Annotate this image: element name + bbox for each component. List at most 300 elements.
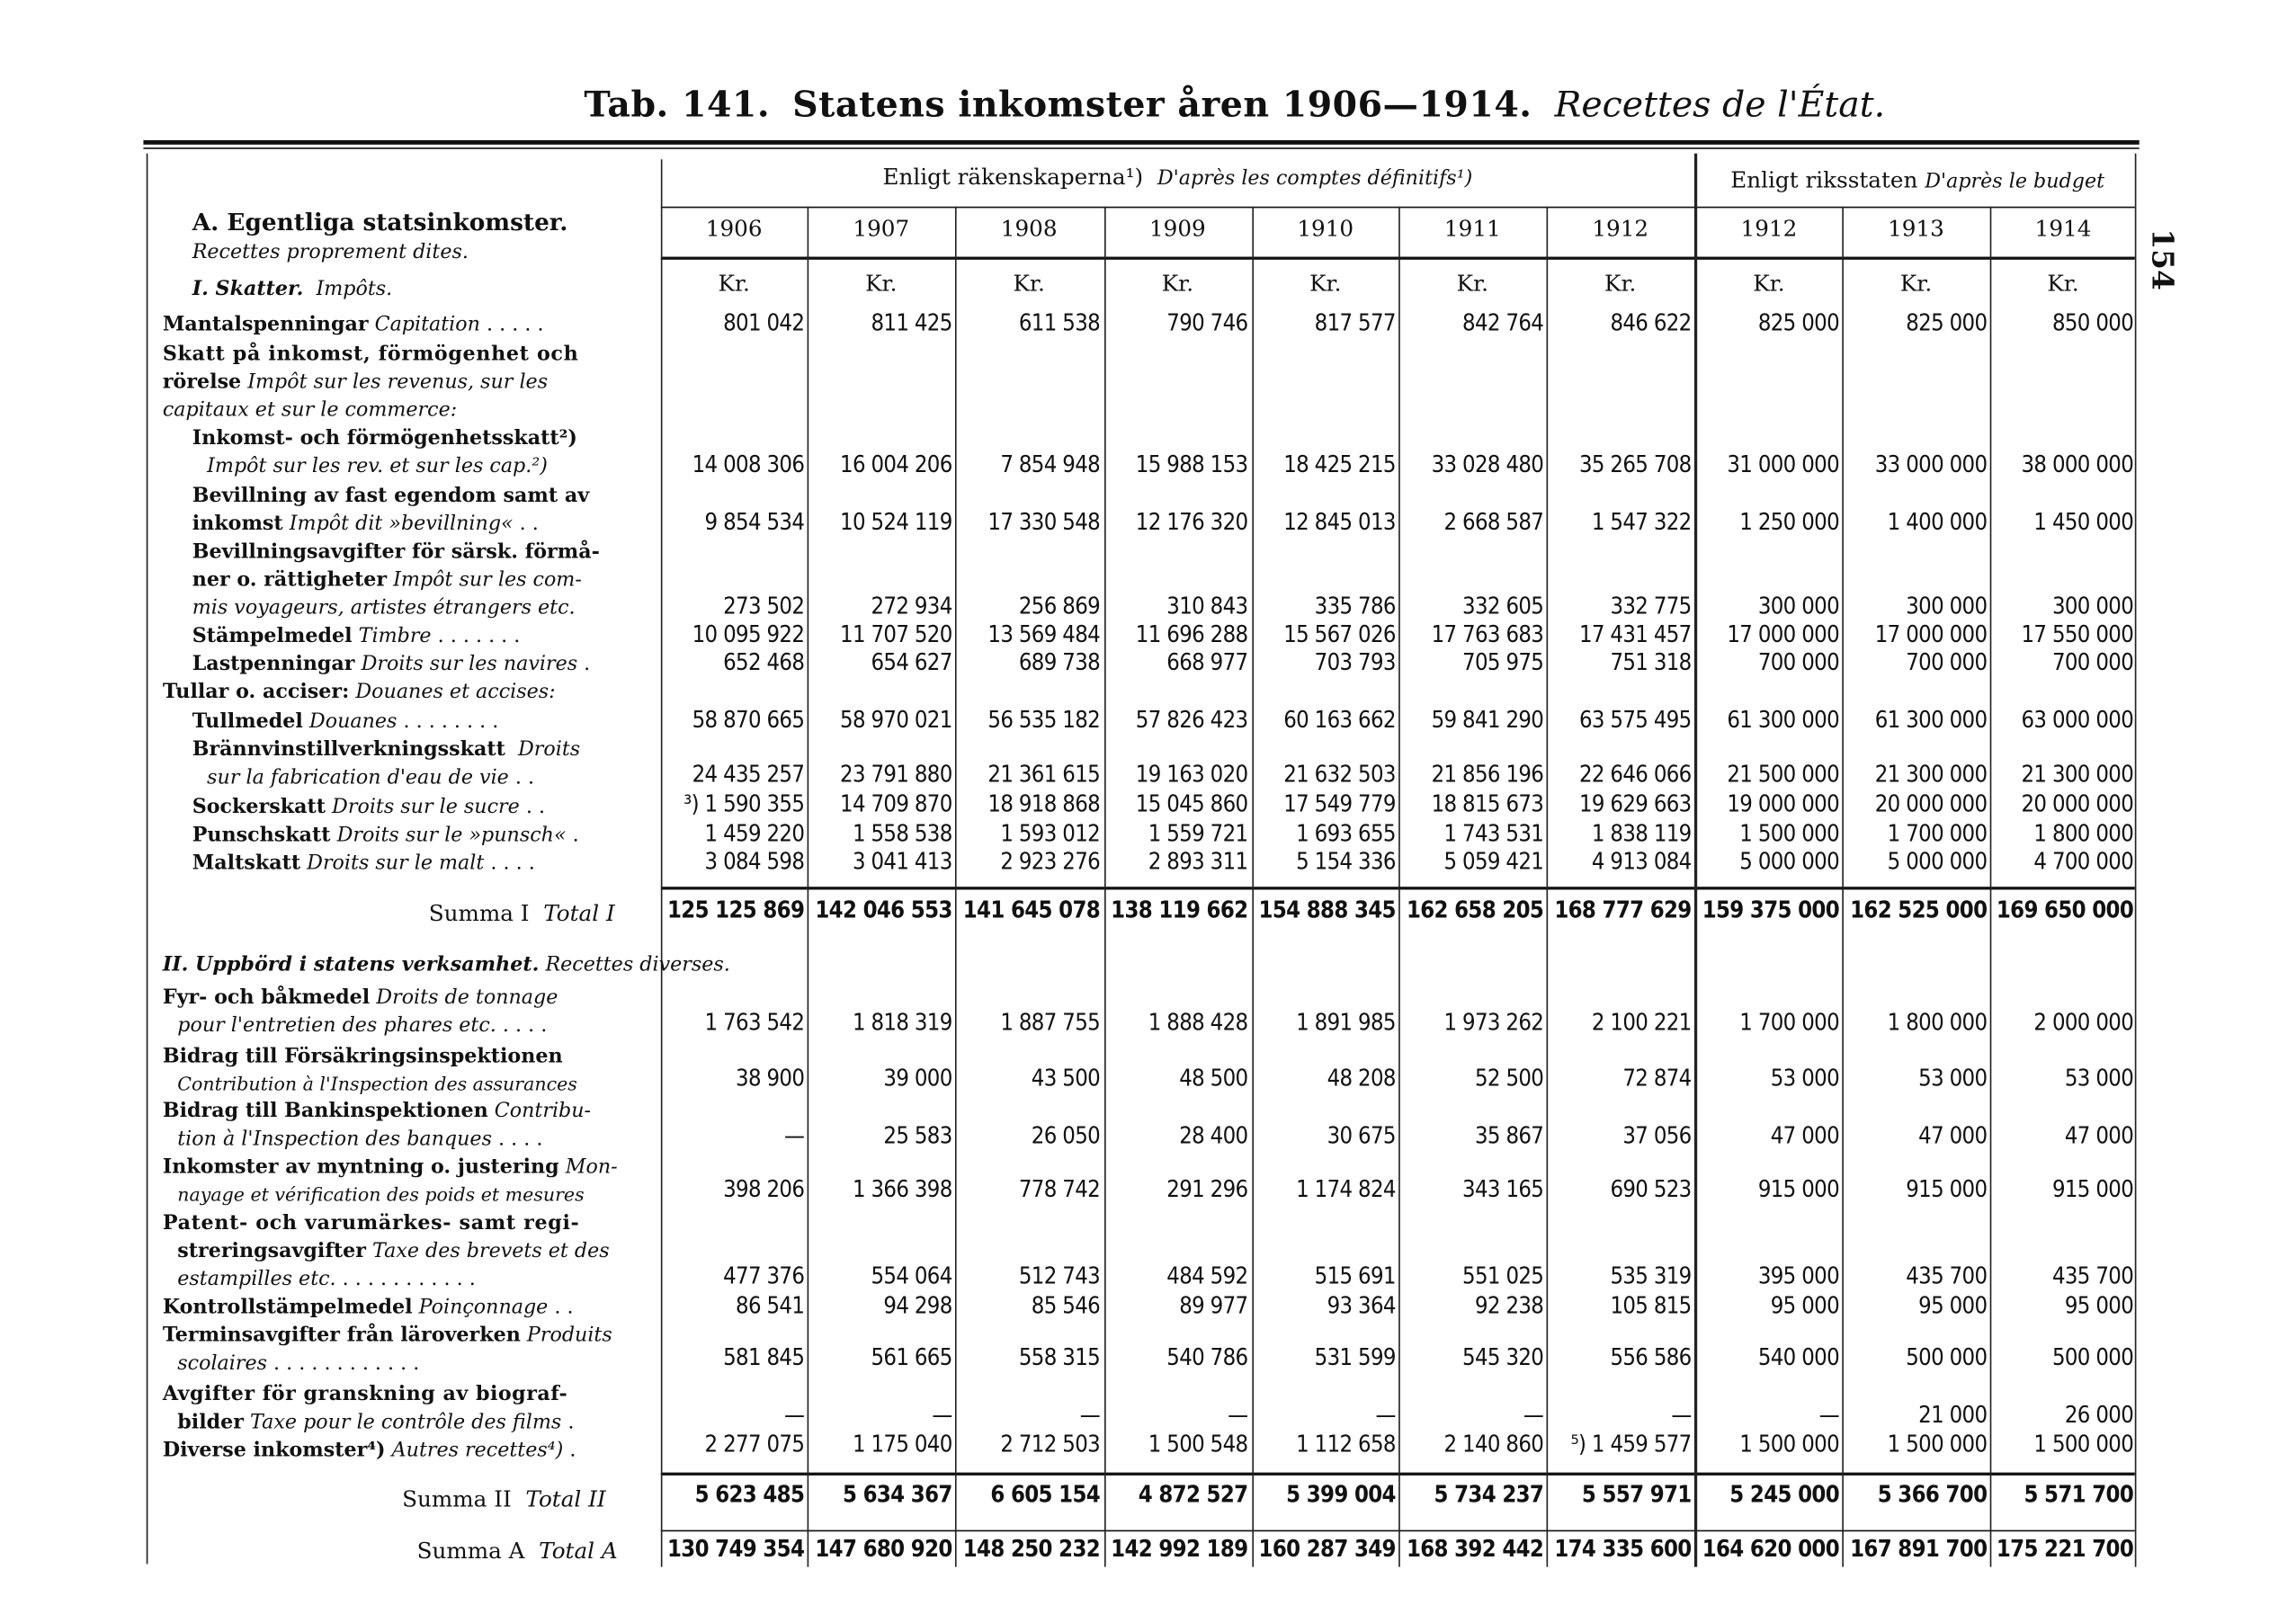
table-cell: — [1375,1401,1396,1429]
table-cell: 17 000 000 [1727,620,1840,648]
table-cell: 48 208 [1327,1065,1396,1092]
year-header: 1908 [1000,215,1058,243]
total-cell: 138 119 662 [1111,896,1248,924]
table-cell: 1 593 012 [1000,820,1101,847]
table-cell: 700 000 [1757,648,1840,676]
section-ii-title: II. Uppbörd i statens verksamhet. Recettes diverses. [162,953,730,977]
year-header: 1906 [705,215,763,243]
col-divider [1842,207,1844,1567]
page-number: 154 [2145,228,2181,290]
table-cell: 500 000 [2051,1343,2134,1371]
summa-a-label: Summa A Total A [416,1537,618,1565]
table-cell: 581 845 [723,1343,805,1371]
table-cell: 58 870 665 [692,706,805,734]
table-cell: 515 691 [1314,1262,1396,1290]
table-cell: 790 746 [1166,309,1248,337]
total-cell: 142 992 189 [1111,1536,1248,1563]
table-cell: 33 000 000 [1874,451,1988,478]
row-label-estampilles: estampilles etc. . . . . . . . . . . . [177,1267,476,1291]
table-cell: 21 856 196 [1431,761,1544,789]
table-cell: 17 550 000 [2021,620,2134,648]
table-cell: 15 988 153 [1135,451,1248,478]
table-cell: 1 500 548 [1148,1431,1248,1458]
total-cell: 130 749 354 [666,1536,805,1563]
year-header: 1913 [1888,215,1944,243]
table-cell: 668 977 [1166,648,1248,676]
table-cell: 4 913 084 [1591,848,1692,876]
table-cell: 398 206 [723,1175,805,1203]
row-label-scolaires: scolaires . . . . . . . . . . . . [177,1351,420,1376]
row-label-skatt-inkomst: Skatt på inkomst, förmögenhet och [162,342,579,366]
total-cell: 147 680 920 [815,1536,952,1563]
table-cell: 1 366 398 [852,1175,952,1203]
table-cell: 300 000 [1906,593,1988,620]
row-label-lastpenningar: Lastpenningar Droits sur les navires . [192,652,591,676]
table-cell: 18 815 673 [1431,790,1544,818]
table-cell: 654 627 [871,648,952,676]
table-cell: 48 500 [1179,1065,1248,1092]
table-cell: 1 175 040 [852,1431,952,1458]
table-cell: 28 400 [1179,1122,1248,1150]
table-cell: 1 250 000 [1739,509,1840,536]
table-cell: 18 425 215 [1283,451,1396,478]
year-header: 1914 [2034,215,2092,243]
unit-label: Kr. [718,270,750,297]
table-cell: 1 818 319 [852,1009,952,1036]
row-label-rattigheter: ner o. rättigheter Impôt sur les com- [192,567,582,593]
table-cell: 435 700 [2051,1262,2134,1290]
table-cell: ⁵) 1 459 577 [1570,1431,1692,1458]
table-cell: 53 000 [2064,1065,2134,1092]
unit-label: Kr. [1456,270,1488,297]
table-cell: 3 084 598 [704,848,805,876]
row-label-mantalspenningar: Mantalspenningar Capitation . . . . . [162,312,544,337]
table-cell: 1 500 000 [1887,1431,1988,1458]
table-cell: 561 665 [871,1343,952,1371]
col-divider [661,159,663,1566]
row-label-monnayage: nayage et vérification des poids et mesures [177,1183,585,1206]
table-cell: 343 165 [1462,1175,1544,1203]
table-cell: 1 693 655 [1296,820,1396,847]
table-cell: 1 547 322 [1591,509,1692,536]
table-cell: 95 000 [1918,1292,1988,1319]
table-cell: 652 468 [723,648,805,676]
table-cell: 10 524 119 [840,509,952,536]
table-cell: 310 843 [1166,593,1248,620]
table-cell: 5 000 000 [1739,848,1840,876]
table-cell: 545 320 [1462,1343,1544,1371]
table-cell: 1 400 000 [1887,509,1988,536]
table-cell: 22 646 066 [1578,761,1692,789]
table-cell: 1 838 119 [1591,820,1692,847]
table-cell: 21 361 615 [987,761,1101,789]
table-cell: 700 000 [1906,648,1988,676]
table-cell: — [932,1401,952,1429]
table-cell: 2 712 503 [1000,1431,1101,1458]
table-cell: 17 431 457 [1578,620,1692,648]
total-cell: 6 605 154 [990,1481,1101,1508]
table-cell: 842 764 [1462,309,1544,337]
row-label-tullar: Tullar o. acciser: Douanes et accises: [162,680,556,704]
table-cell: 540 786 [1166,1343,1248,1371]
section-i-title: I. Skatter. Impôts. [192,277,393,301]
table-cell: 689 738 [1018,648,1101,676]
row-label-capitaux: capitaux et sur le commerce: [162,398,458,423]
row-label-voyageurs: mis voyageurs, artistes étrangers etc. [192,595,576,620]
summa-i-label: Summa I Total I [428,899,615,927]
table-cell: 23 791 880 [840,761,952,789]
table-cell: 2 668 587 [1443,509,1544,536]
table-cell: 57 826 423 [1135,706,1248,734]
table-cell: 1 763 542 [704,1009,805,1036]
table-cell: 1 112 658 [1296,1431,1396,1458]
col-divider [955,207,957,1567]
table-cell: 21 500 000 [1727,761,1840,789]
table-cell: 778 742 [1018,1175,1101,1203]
table-cell: 1 888 428 [1148,1009,1248,1036]
row-label-streringsavgifter: streringsavgifter Taxe des brevets et des [177,1239,610,1263]
table-cell: 801 042 [723,309,805,337]
table-cell: — [1079,1401,1101,1429]
total-cell: 142 046 553 [815,896,952,924]
table-cell: — [1228,1401,1248,1429]
table-cell: 1 558 538 [852,820,952,847]
table-cell: 2 277 075 [704,1431,805,1458]
summa-ii-label: Summa II Total II [402,1485,606,1512]
row-label-maltskatt: Maltskatt Droits sur le malt . . . . [192,851,535,876]
table-cell: 7 854 948 [1000,451,1101,478]
total-cell: 125 125 869 [666,896,805,924]
row-label-bevillning: Bevillning av fast egendom samt av [192,484,590,508]
table-cell: ³) 1 590 355 [683,790,805,818]
table-cell: 89 977 [1179,1292,1248,1319]
table-cell: 105 815 [1610,1292,1692,1319]
unit-label: Kr. [2047,270,2079,297]
table-cell: 11 707 520 [840,620,952,648]
table-cell: — [783,1401,805,1429]
group-divider [1694,154,1697,1567]
table-cell: 60 163 662 [1283,706,1396,734]
col-divider [808,207,809,1567]
table-cell: 531 599 [1314,1343,1396,1371]
table-cell: 554 064 [871,1262,952,1290]
table-cell: 93 364 [1327,1292,1396,1319]
row-label-forsakring: Bidrag till Försäkringsinspektionen [162,1044,563,1069]
table-cell: 811 425 [871,309,952,337]
table-cell: 9 854 534 [704,509,805,536]
table-cell: 26 000 [2064,1401,2134,1429]
table-cell: — [1818,1401,1840,1429]
table-cell: 95 000 [2064,1292,2134,1319]
total-cell: 167 891 700 [1850,1536,1988,1563]
table-cell: 1 500 000 [2033,1431,2134,1458]
table-cell: 5 000 000 [1887,848,1988,876]
table-cell: 63 575 495 [1578,706,1692,734]
table-cell: 30 675 [1327,1122,1396,1150]
table-cell: 20 000 000 [1874,790,1988,818]
table-left-edge [147,154,148,1565]
table-cell: 21 000 [1918,1401,1988,1429]
unit-label: Kr. [1899,270,1933,297]
table-cell: 21 300 000 [1874,761,1988,789]
table-cell: 2 000 000 [2033,1009,2134,1036]
table-cell: 17 000 000 [1874,620,1988,648]
total-cell: 5 557 971 [1581,1481,1692,1508]
table-cell: 556 586 [1610,1343,1692,1371]
table-cell: 2 140 860 [1443,1431,1544,1458]
unit-label: Kr. [1309,270,1342,297]
table-cell: 1 559 721 [1148,820,1248,847]
table-cell: 1 459 220 [704,820,805,847]
row-label-patent: Patent- och varumärkes- samt regi- [162,1211,580,1235]
table-cell: 92 238 [1474,1292,1544,1319]
page-title [584,83,1885,126]
row-label-tullmedel: Tullmedel Douanes . . . . . . . . [192,709,499,734]
title-french: Recettes de l'État. [1554,84,1886,126]
table-cell: 20 000 000 [2021,790,2134,818]
unit-label: Kr. [1013,270,1045,297]
table-cell: 59 841 290 [1431,706,1544,734]
row-label-inkomst: inkomst Impôt dit »bevillning« . . [192,512,539,536]
table-cell: 1 174 824 [1296,1175,1396,1203]
year-header: 1911 [1443,215,1501,243]
unit-label: Kr. [865,270,898,297]
table-cell: 19 000 000 [1727,790,1840,818]
table-cell: 94 298 [883,1292,952,1319]
table-cell: 1 743 531 [1443,820,1544,847]
header-accounts: Enligt räkenskaperna¹) D'après les comptes définitifs¹) [882,164,1473,191]
table-cell: 14 709 870 [840,790,952,818]
total-cell: 159 375 000 [1702,896,1840,924]
table-cell: 1 500 000 [1739,820,1840,847]
table-cell: 53 000 [1770,1065,1840,1092]
unit-label: Kr. [1604,270,1637,297]
table-cell: 12 176 320 [1135,509,1248,536]
table-cell: 915 000 [2051,1175,2134,1203]
table-cell: 703 793 [1314,648,1396,676]
row-label-punschskatt: Punschskatt Droits sur le »punsch« . [192,823,579,847]
table-cell: — [1523,1401,1544,1429]
row-label-bevillningsavgifter: Bevillningsavgifter för särsk. förmå- [192,540,600,564]
table-cell: 72 874 [1622,1065,1692,1092]
row-label-stampelmedel: Stämpelmedel Timbre . . . . . . . [192,624,521,648]
table-cell: 825 000 [1906,309,1988,337]
row-label-sockerskatt: Sockerskatt Droits sur le sucre . . [192,795,546,819]
table-cell: 477 376 [723,1262,805,1290]
total-cell: 4 872 527 [1138,1481,1248,1508]
table-cell: 500 000 [1906,1343,1988,1371]
table-cell: 395 000 [1757,1262,1840,1290]
row-label-assurances: Contribution à l'Inspection des assurances [177,1072,577,1095]
row-label-eau-de-vie: sur la fabrication d'eau de vie . . [207,765,535,789]
table-cell: 535 319 [1610,1262,1692,1290]
col-divider [1547,207,1549,1567]
total-cell: 164 620 000 [1702,1536,1840,1563]
row-label-bilder: bilder Taxe pour le contrôle des films . [177,1410,575,1434]
row-label-impot-rev: Impôt sur les rev. et sur les cap.²) [207,454,548,478]
top-rule-thick [143,140,2139,145]
year-header: 1910 [1297,215,1354,243]
total-cell: 5 366 700 [1877,1481,1988,1508]
table-cell: 3 041 413 [852,848,952,876]
table-cell: 47 000 [1770,1122,1840,1150]
table-cell: 551 025 [1462,1262,1544,1290]
total-cell: 5 571 700 [2024,1481,2134,1508]
table-cell: 1 450 000 [2033,509,2134,536]
table-cell: 31 000 000 [1727,451,1840,478]
title-main: Statens inkomster åren 1906—1914. [792,82,1532,126]
table-cell: 256 869 [1018,593,1101,620]
table-cell: 86 541 [736,1292,805,1319]
table-cell: 35 265 708 [1578,451,1692,478]
top-rule-thin [143,147,2139,149]
table-cell: 15 567 026 [1283,620,1396,648]
table-cell: 52 500 [1474,1065,1544,1092]
table-cell: 47 000 [1918,1122,1988,1150]
table-cell: 435 700 [1906,1262,1988,1290]
row-label-terminsavgifter: Terminsavgifter från läroverken Produits [162,1323,612,1348]
table-cell: 11 696 288 [1135,620,1248,648]
section-a-title: A. Egentliga statsinkomster. [192,208,568,236]
unit-label: Kr. [1753,270,1785,297]
table-cell: 37 056 [1622,1122,1692,1150]
table-cell: 332 605 [1462,593,1544,620]
table-cell: 540 000 [1757,1343,1840,1371]
table-cell: 33 028 480 [1431,451,1544,478]
table-cell: 25 583 [883,1122,952,1150]
year-header: 1907 [853,215,910,243]
table-cell: 272 934 [871,593,952,620]
table-cell: 700 000 [2051,648,2134,676]
table-cell: — [783,1122,805,1150]
table-cell: 300 000 [1757,593,1840,620]
table-cell: 19 163 020 [1135,761,1248,789]
table-cell: 61 300 000 [1874,706,1988,734]
table-cell: 58 970 021 [840,706,952,734]
row-label-fyr: Fyr- och båkmedel Droits de tonnage [162,985,558,1010]
table-cell: 1 800 000 [1887,1009,1988,1036]
row-label-inkomstskatt: Inkomst- och förmögenhetsskatt²) [192,426,577,450]
row-label-phares: pour l'entretien des phares etc. . . . . [177,1013,548,1038]
total-cell: 175 221 700 [1996,1536,2134,1563]
table-cell: 24 435 257 [692,761,805,789]
table-cell: 558 315 [1018,1343,1101,1371]
table-cell: 43 500 [1031,1065,1101,1092]
table-cell: 915 000 [1906,1175,1988,1203]
table-cell: 825 000 [1757,309,1840,337]
table-cell: 19 629 663 [1578,790,1692,818]
table-cell: 61 300 000 [1727,706,1840,734]
table-cell: 21 300 000 [2021,761,2134,789]
table-cell: 751 318 [1610,648,1692,676]
total-cell: 168 777 629 [1554,896,1692,924]
row-label-banques: tion à l'Inspection des banques . . . . [177,1127,543,1151]
total-cell: 5 634 367 [842,1481,952,1508]
table-cell: 39 000 [883,1065,952,1092]
table-cell: 4 700 000 [2033,848,2134,876]
row-label-diverse: Diverse inkomster⁴) Autres recettes⁴) . [162,1438,576,1463]
table-cell: 85 546 [1031,1292,1101,1319]
total-cell: 5 245 000 [1729,1481,1840,1508]
table-cell: 2 100 221 [1591,1009,1692,1036]
table-cell: 95 000 [1770,1292,1840,1319]
table-cell: 38 000 000 [2021,451,2134,478]
col-divider [1990,207,1992,1567]
table-cell: 26 050 [1031,1122,1101,1150]
table-cell: 17 763 683 [1431,620,1544,648]
table-cell: 5 059 421 [1443,848,1544,876]
header-budget: Enligt riksstaten D'après le budget [1730,166,2105,193]
table-cell: 63 000 000 [2021,706,2134,734]
table-cell: 38 900 [736,1065,805,1092]
table-cell: 611 538 [1018,309,1101,337]
table-cell: 705 975 [1462,648,1544,676]
table-cell: 10 095 922 [692,620,805,648]
table-cell: 17 549 779 [1283,790,1396,818]
table-cell: 291 296 [1166,1175,1248,1203]
table-number: Tab. 141. [584,82,771,126]
table-cell: 18 918 868 [987,790,1101,818]
row-label-kontrollstampel: Kontrollstämpelmedel Poinçonnage . . [162,1295,574,1319]
row-label-brannvin: Brännvinstillverkningsskatt Droits [192,737,581,762]
year-header: 1909 [1148,215,1206,243]
table-cell: 13 569 484 [987,620,1101,648]
total-cell: 154 888 345 [1258,896,1396,924]
table-cell: 332 775 [1610,593,1692,620]
row-label-myntning: Inkomster av myntning o. justering Mon- [162,1155,618,1180]
table-cell: 2 923 276 [1000,848,1101,876]
table-cell: 1 500 000 [1739,1431,1840,1458]
total-cell: 5 399 004 [1286,1481,1396,1508]
total-cell: 160 287 349 [1258,1536,1396,1563]
table-cell: 47 000 [2064,1122,2134,1150]
table-cell: 512 743 [1018,1262,1101,1290]
table-cell: 15 045 860 [1135,790,1248,818]
table-cell: 1 887 755 [1000,1009,1101,1036]
total-cell: 141 645 078 [962,896,1101,924]
col-divider [1104,207,1106,1567]
table-cell: — [1671,1401,1692,1429]
table-cell: 12 845 013 [1283,509,1396,536]
table-right-edge [2135,154,2137,1567]
row-label-biograf: Avgifter för granskning av biograf- [162,1382,568,1406]
total-cell: 162 525 000 [1850,896,1988,924]
table-cell: 21 632 503 [1283,761,1396,789]
table-cell: 846 622 [1610,309,1692,337]
total-cell: 168 392 442 [1406,1536,1544,1563]
table-cell: 2 893 311 [1148,848,1248,876]
table-cell: 14 008 306 [692,451,805,478]
table-cell: 53 000 [1918,1065,1988,1092]
table-cell: 817 577 [1314,309,1396,337]
total-cell: 148 250 232 [962,1536,1101,1563]
total-cell: 5 734 237 [1434,1481,1544,1508]
year-header: 1912 [1740,215,1798,243]
table-cell: 915 000 [1757,1175,1840,1203]
table-cell: 1 700 000 [1739,1009,1840,1036]
table-cell: 1 891 985 [1296,1009,1396,1036]
section-a-subtitle: Recettes proprement dites. [192,240,469,264]
table-cell: 850 000 [2051,309,2134,337]
row-label-bankinspektion: Bidrag till Bankinspektionen Contribu- [162,1099,592,1123]
table-cell: 1 973 262 [1443,1009,1544,1036]
total-cell: 162 658 205 [1406,896,1544,924]
table-cell: 5 154 336 [1296,848,1396,876]
table-cell: 484 592 [1166,1262,1248,1290]
table-cell: 273 502 [723,593,805,620]
row-label-rorelse: rörelse Impôt sur les revenus, sur les [162,370,549,395]
total-cell: 174 335 600 [1554,1536,1692,1563]
